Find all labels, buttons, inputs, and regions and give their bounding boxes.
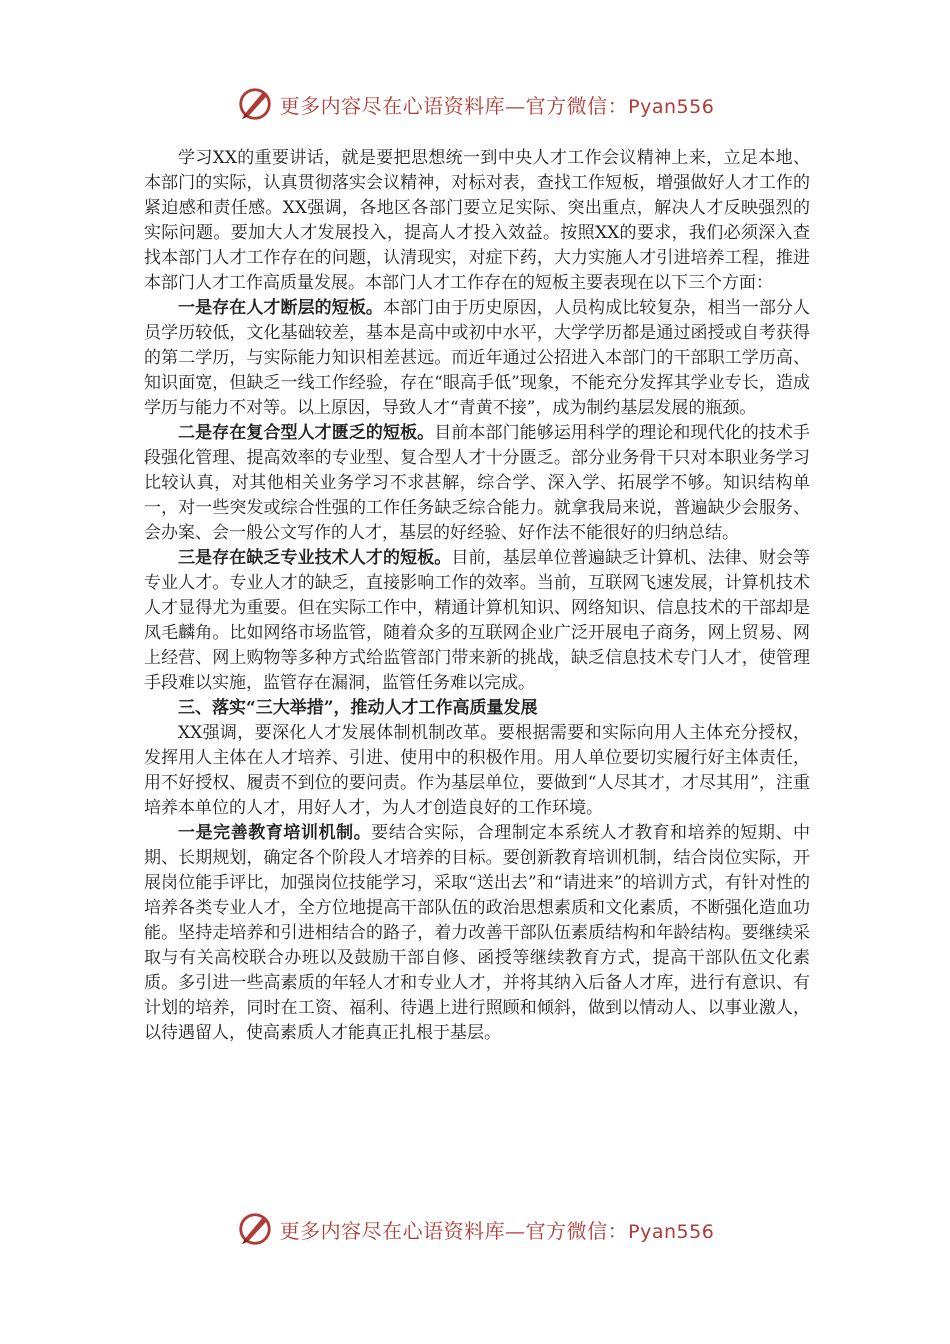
pen-nib-circle-icon — [236, 85, 274, 123]
watermark-text: 更多内容尽在心语资料库—官方微信：Pyan556 — [279, 93, 715, 118]
paragraph-technical-talent: 三是存在缺乏专业技术人才的短板。目前，基层单位普遍缺乏计算机、法律、财会等专业人才。专业人才的缺乏，直接影响工作的效率。当前，互联网飞速发展，计算机技术人才显得尤为重要。但在实际工作中，精通计算机知识、网络知识、信息技术的干部却是凤毛麟角。比如网络市场监管，随着众多的互联网企业广泛开展电子商务，网上贸易、网上经营、网上购物等多种方式给监管部门带来新的挑战，缺乏信息技术专门人才，使管理手段难以实施，监管存在漏洞，监管任务难以完成。 — [144, 548, 811, 693]
document-body — [144, 146, 810, 1046]
watermark-banner-top — [0, 82, 950, 126]
watermark-banner-bottom — [0, 1207, 950, 1251]
paragraph-training-mechanism: 一是完善教育培训机制。要结合实际，合理制定本系统人才教育和培养的短期、中期、长期规划，确定各个阶段人才培养的目标。要创新教育培训机制，结合岗位实际，开展岗位能手评比，加强岗位技能学习，采取“送出去”和“请进来”的培训方式，有针对性的培养各类专业人才，全方位地提高干部队伍的政治思想素质和文化素质，不断强化造血功能。坚持走培养和引进相结合的路子，着力改善干部队伍素质结构和年龄结构。要继续采取与有关高校联合办班以及鼓励干部自修、函授等继续教育方式，提高干部队伍文化素质。多引进一些高素质的年轻人才和专业人才，并将其纳入后备人才库，进行有意识、有计划的培养，同时在工资、福利、待遇上进行照顾和倾斜，做到以情动人、以事业激人，以待遇留人，使高素质人才能真正扎根于基层。 — [144, 823, 811, 1043]
wechat-id: Pyan556 — [628, 95, 715, 118]
paragraph-reform: XX强调，要深化人才发展体制机制改革。要根据需要和实际向用人主体充分授权，发挥用人主体在人才培养、引进、使用中的积极作用。用人单位要切实履行好主体责任，用不好授权、履责不到位的要问责。作为基层单位，要做到“人尽其才，才尽其用”，注重培养本单位的人才，用好人才，为人才创造良好的工作环境。 — [144, 723, 810, 818]
wechat-id: Pyan556 — [628, 1220, 715, 1243]
paragraph-intro: 学习XX的重要讲话，就是要把思想统一到中央人才工作会议精神上来，立足本地、本部门的实际，认真贯彻落实会议精神，对标对表，查找工作短板，增强做好人才工作的紧迫感和责任感。XX强调，各地区各部门要立足实际、突出重点，解决人才反映强烈的实际问题。要加大人才发展投入，提高人才投入效益。按照XX的要求，我们必须深入查找本部门人才工作存在的问题，认清现实，对症下药，大力实施人才引进培养工程，推进本部门人才工作高质量发展。本部门人才工作存在的短板主要表现在以下三个方面： — [144, 148, 810, 293]
section-heading-three-measures: 三、落实“三大举措”，推动人才工作高质量发展 — [178, 698, 538, 718]
pen-nib-circle-icon — [236, 1210, 274, 1248]
paragraph-talent-gap: 一是存在人才断层的短板。本部门由于历史原因，人员构成比较复杂，相当一部分人员学历较低，文化基础较差，基本是高中或初中水平，大学学历都是通过函授或自考获得的第二学历，与实际能力知识相差甚远。而近年通过公招进入本部门的干部职工学历高、知识面宽，但缺乏一线工作经验，存在“眼高手低”现象，不能充分发挥其学业专长，造成学历与能力不对等。以上原因，导致人才“青黄不接”，成为制约基层发展的瓶颈。 — [144, 298, 810, 418]
paragraph-composite-talent: 二是存在复合型人才匮乏的短板。目前本部门能够运用科学的理论和现代化的技术手段强化管理、提高效率的专业型、复合型人才十分匮乏。部分业务骨干只对本职业务学习比较认真，对其他相关业务学习不求甚解，综合学、深入学、拓展学不够。知识结构单一，对一些突发或综合性强的工作任务缺乏综合能力。就拿我局来说，普遍缺少会服务、会办案、会一般公文写作的人才，基层的好经验、好作法不能很好的归纳总结。 — [144, 423, 810, 543]
watermark-text: 更多内容尽在心语资料库—官方微信：Pyan556 — [279, 1218, 715, 1243]
